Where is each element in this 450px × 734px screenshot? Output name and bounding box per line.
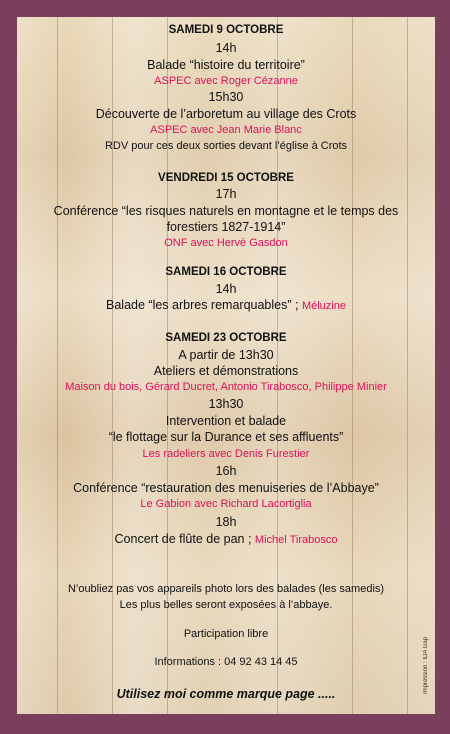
photo-reminder-2: Les plus belles seront exposées à l’abbaye.	[119, 599, 333, 611]
event-note: RDV pour ces deux sorties devant l’église à Crots	[104, 140, 348, 152]
event-time: 16h	[215, 464, 237, 478]
event-time: 18h	[215, 515, 237, 529]
event-time: 15h30	[208, 90, 244, 104]
event-organizer: ASPEC avec Roger Cézanne	[154, 75, 298, 87]
printer-credit: Impression : IDA Gap	[423, 636, 429, 694]
participation-note: Participation libre	[183, 628, 269, 640]
event-organizer: ASPEC avec Jean Marie Blanc	[150, 124, 302, 136]
event-title-row	[17, 532, 435, 546]
event-date: VENDREDI 15 OCTOBRE	[158, 172, 294, 184]
event-organizer: Les radeliers avec Denis Furestier	[142, 448, 310, 460]
event-date: SAMEDI 9 OCTOBRE	[168, 24, 284, 36]
event-time: 14h	[215, 282, 237, 296]
event-date: SAMEDI 23 OCTOBRE	[165, 332, 287, 344]
event-title-continued: forestiers 1827-1914”	[166, 220, 286, 234]
event-title: Découverte de l’arboretum au village des Crots	[95, 107, 357, 121]
event-time: 13h30	[208, 397, 244, 411]
contact-info: Informations : 04 92 43 14 45	[154, 656, 298, 668]
event-organizer: Le Gabion avec Richard Lacortiglia	[140, 498, 312, 510]
event-title-row	[17, 298, 435, 312]
event-time: 17h	[215, 187, 237, 201]
event-organizer: Maison du bois, Gérard Ducret, Antonio Tirabosco, Philippe Minier	[65, 381, 387, 393]
event-title: Balade “histoire du territoire”	[147, 58, 305, 72]
event-time: A partir de 13h30	[178, 348, 274, 362]
event-title: Conférence “restauration des menuiseries de l’Abbaye”	[73, 481, 379, 495]
event-organizer: Méluzine	[301, 300, 346, 312]
event-title: Intervention et balade	[165, 414, 287, 428]
bookmark-card	[17, 17, 435, 714]
event-title: Balade “les arbres remarquables” ;	[106, 298, 299, 312]
event-organizer: ONF avec Hervé Gasdon	[164, 237, 288, 249]
photo-reminder: N’oubliez pas vos appareils photo lors des balades (les samedis)	[67, 583, 385, 595]
closing-tagline: Utilisez moi comme marque page .....	[116, 687, 336, 701]
event-title: Concert de flûte de pan ;	[114, 532, 252, 546]
event-title: Conférence “les risques naturels en montagne et le temps des	[53, 204, 399, 218]
event-date: SAMEDI 16 OCTOBRE	[165, 266, 287, 278]
event-title: Ateliers et démonstrations	[153, 364, 299, 378]
event-organizer: Michel Tirabosco	[254, 534, 338, 546]
event-title-continued: “le flottage sur la Durance et ses affluents”	[108, 430, 344, 444]
event-time: 14h	[215, 41, 237, 55]
